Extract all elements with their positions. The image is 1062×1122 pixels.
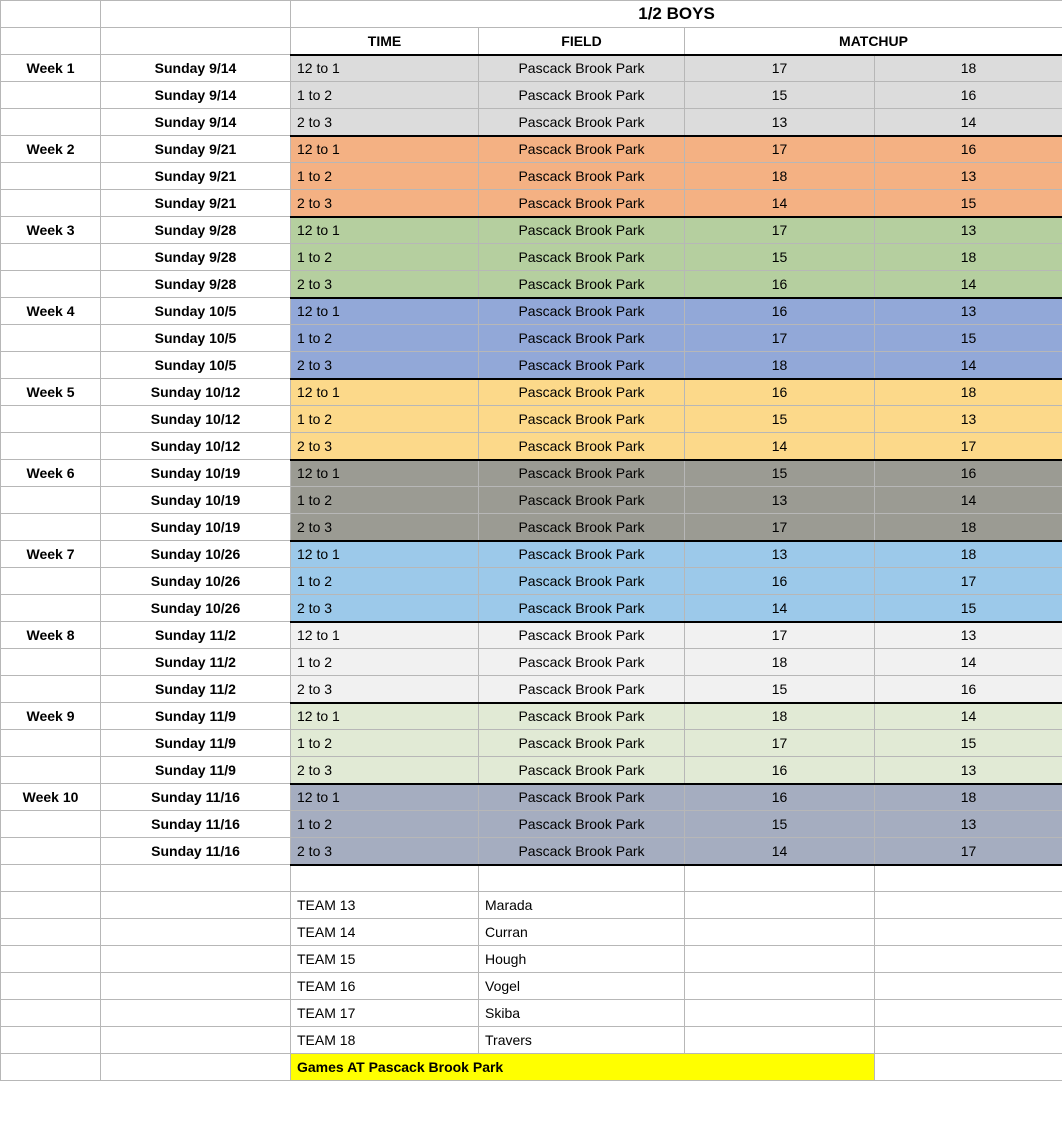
game-field: Pascack Brook Park (479, 55, 685, 82)
game-day: Sunday 10/26 (101, 568, 291, 595)
table-row (1, 460, 1062, 487)
team-row (1, 973, 1062, 1000)
game-time: 12 to 1 (291, 541, 479, 568)
matchup-away-team: 18 (875, 514, 1062, 541)
table-row (1, 271, 1062, 298)
week-label: Week 3 (1, 217, 101, 244)
empty-cell (685, 1000, 875, 1027)
matchup-away-team: 13 (875, 163, 1062, 190)
game-time: 12 to 1 (291, 460, 479, 487)
table-row (1, 622, 1062, 649)
matchup-home-team: 15 (685, 82, 875, 109)
table-row (1, 757, 1062, 784)
game-field: Pascack Brook Park (479, 163, 685, 190)
game-time: 1 to 2 (291, 649, 479, 676)
matchup-away-team: 15 (875, 595, 1062, 622)
team-label: TEAM 16 (291, 973, 479, 1000)
matchup-away-team: 18 (875, 379, 1062, 406)
location-note: Games AT Pascack Brook Park (291, 1054, 875, 1081)
game-field: Pascack Brook Park (479, 190, 685, 217)
team-row (1, 1027, 1062, 1054)
empty-cell (1, 865, 101, 892)
game-day: Sunday 10/19 (101, 514, 291, 541)
week-label: Week 6 (1, 460, 101, 487)
game-time: 2 to 3 (291, 271, 479, 298)
game-time: 2 to 3 (291, 352, 479, 379)
table-row (1, 703, 1062, 730)
matchup-away-team: 17 (875, 838, 1062, 865)
empty-cell (875, 1000, 1062, 1027)
matchup-away-team: 13 (875, 811, 1062, 838)
game-day: Sunday 11/9 (101, 757, 291, 784)
matchup-away-team: 18 (875, 541, 1062, 568)
game-day: Sunday 9/21 (101, 190, 291, 217)
game-day: Sunday 9/21 (101, 136, 291, 163)
empty-cell (875, 946, 1062, 973)
matchup-home-team: 17 (685, 55, 875, 82)
game-time: 1 to 2 (291, 82, 479, 109)
empty-cell (685, 919, 875, 946)
game-field: Pascack Brook Park (479, 595, 685, 622)
empty-cell (101, 919, 291, 946)
empty-cell (101, 946, 291, 973)
matchup-away-team: 15 (875, 190, 1062, 217)
team-row (1, 892, 1062, 919)
game-time: 12 to 1 (291, 55, 479, 82)
game-time: 1 to 2 (291, 568, 479, 595)
empty-cell (875, 892, 1062, 919)
game-field: Pascack Brook Park (479, 136, 685, 163)
table-row (1, 433, 1062, 460)
matchup-home-team: 17 (685, 136, 875, 163)
matchup-home-team: 18 (685, 649, 875, 676)
week-label: Week 4 (1, 298, 101, 325)
matchup-away-team: 16 (875, 676, 1062, 703)
matchup-home-team: 18 (685, 703, 875, 730)
week-label (1, 514, 101, 541)
matchup-home-team: 15 (685, 406, 875, 433)
team-row (1, 946, 1062, 973)
empty-cell (875, 973, 1062, 1000)
team-row (1, 1000, 1062, 1027)
game-time: 2 to 3 (291, 838, 479, 865)
game-time: 12 to 1 (291, 136, 479, 163)
game-time: 1 to 2 (291, 730, 479, 757)
week-label: Week 8 (1, 622, 101, 649)
matchup-away-team: 13 (875, 406, 1062, 433)
game-field: Pascack Brook Park (479, 568, 685, 595)
team-coach-name: Skiba (479, 1000, 685, 1027)
week-label: Week 2 (1, 136, 101, 163)
matchup-home-team: 13 (685, 487, 875, 514)
table-row (1, 541, 1062, 568)
matchup-home-team: 17 (685, 217, 875, 244)
week-label (1, 568, 101, 595)
empty-cell (101, 1000, 291, 1027)
empty-cell (1, 1000, 101, 1027)
game-day: Sunday 9/28 (101, 271, 291, 298)
game-time: 1 to 2 (291, 163, 479, 190)
matchup-home-team: 18 (685, 163, 875, 190)
week-label: Week 1 (1, 55, 101, 82)
game-day: Sunday 10/26 (101, 541, 291, 568)
empty-cell (291, 865, 479, 892)
matchup-away-team: 14 (875, 109, 1062, 136)
team-coach-name: Curran (479, 919, 685, 946)
matchup-away-team: 14 (875, 649, 1062, 676)
game-field: Pascack Brook Park (479, 541, 685, 568)
table-row (1, 190, 1062, 217)
matchup-home-team: 17 (685, 730, 875, 757)
empty-cell (101, 865, 291, 892)
note-row (1, 1054, 1062, 1081)
game-day: Sunday 9/28 (101, 244, 291, 271)
team-coach-name: Travers (479, 1027, 685, 1054)
matchup-home-team: 14 (685, 190, 875, 217)
matchup-home-team: 17 (685, 622, 875, 649)
matchup-home-team: 17 (685, 325, 875, 352)
header-row (1, 28, 1062, 55)
game-field: Pascack Brook Park (479, 352, 685, 379)
week-label: Week 9 (1, 703, 101, 730)
matchup-home-team: 17 (685, 514, 875, 541)
matchup-home-team: 14 (685, 433, 875, 460)
matchup-home-team: 16 (685, 271, 875, 298)
game-day: Sunday 10/5 (101, 298, 291, 325)
week-label (1, 271, 101, 298)
week-label (1, 838, 101, 865)
game-field: Pascack Brook Park (479, 757, 685, 784)
table-row (1, 838, 1062, 865)
spacer-row (1, 865, 1062, 892)
team-coach-name: Vogel (479, 973, 685, 1000)
game-time: 1 to 2 (291, 244, 479, 271)
week-label (1, 82, 101, 109)
empty-cell (101, 1027, 291, 1054)
matchup-away-team: 16 (875, 460, 1062, 487)
matchup-away-team: 16 (875, 82, 1062, 109)
week-label (1, 730, 101, 757)
week-label (1, 433, 101, 460)
game-time: 1 to 2 (291, 811, 479, 838)
empty-cell (479, 865, 685, 892)
header-time: TIME (291, 28, 479, 55)
game-field: Pascack Brook Park (479, 433, 685, 460)
game-field: Pascack Brook Park (479, 811, 685, 838)
empty-cell (1, 1054, 101, 1081)
game-day: Sunday 10/26 (101, 595, 291, 622)
game-field: Pascack Brook Park (479, 676, 685, 703)
matchup-home-team: 14 (685, 595, 875, 622)
table-row (1, 730, 1062, 757)
game-day: Sunday 10/19 (101, 487, 291, 514)
header-day (101, 28, 291, 55)
game-day: Sunday 11/16 (101, 811, 291, 838)
game-field: Pascack Brook Park (479, 784, 685, 811)
empty-cell (101, 892, 291, 919)
matchup-away-team: 18 (875, 784, 1062, 811)
table-row (1, 676, 1062, 703)
blank-week-cell (1, 1, 101, 28)
game-day: Sunday 11/2 (101, 649, 291, 676)
game-day: Sunday 11/2 (101, 676, 291, 703)
week-label (1, 676, 101, 703)
table-row (1, 298, 1062, 325)
matchup-away-team: 13 (875, 622, 1062, 649)
week-label: Week 5 (1, 379, 101, 406)
game-day: Sunday 11/16 (101, 838, 291, 865)
game-time: 2 to 3 (291, 190, 479, 217)
table-row (1, 244, 1062, 271)
matchup-away-team: 13 (875, 757, 1062, 784)
matchup-away-team: 16 (875, 136, 1062, 163)
week-label (1, 406, 101, 433)
team-label: TEAM 13 (291, 892, 479, 919)
matchup-home-team: 14 (685, 838, 875, 865)
matchup-away-team: 15 (875, 325, 1062, 352)
game-field: Pascack Brook Park (479, 703, 685, 730)
matchup-home-team: 13 (685, 541, 875, 568)
header-matchup: MATCHUP (685, 28, 1062, 55)
game-field: Pascack Brook Park (479, 730, 685, 757)
matchup-home-team: 16 (685, 379, 875, 406)
week-label (1, 352, 101, 379)
week-label (1, 244, 101, 271)
game-field: Pascack Brook Park (479, 109, 685, 136)
empty-cell (1, 1027, 101, 1054)
game-time: 12 to 1 (291, 298, 479, 325)
empty-cell (685, 865, 875, 892)
matchup-home-team: 15 (685, 676, 875, 703)
blank-day-cell (101, 1, 291, 28)
empty-cell (1, 973, 101, 1000)
week-label: Week 10 (1, 784, 101, 811)
empty-cell (1, 892, 101, 919)
game-time: 12 to 1 (291, 379, 479, 406)
matchup-away-team: 14 (875, 271, 1062, 298)
table-row (1, 811, 1062, 838)
table-row (1, 406, 1062, 433)
game-day: Sunday 9/14 (101, 82, 291, 109)
empty-cell (685, 892, 875, 919)
matchup-home-team: 16 (685, 757, 875, 784)
team-coach-name: Hough (479, 946, 685, 973)
table-row (1, 514, 1062, 541)
week-label: Week 7 (1, 541, 101, 568)
title-row (1, 1, 1062, 28)
game-field: Pascack Brook Park (479, 622, 685, 649)
team-label: TEAM 18 (291, 1027, 479, 1054)
game-time: 12 to 1 (291, 784, 479, 811)
team-row (1, 919, 1062, 946)
game-day: Sunday 11/16 (101, 784, 291, 811)
matchup-home-team: 15 (685, 460, 875, 487)
empty-cell (875, 1027, 1062, 1054)
game-field: Pascack Brook Park (479, 244, 685, 271)
matchup-home-team: 16 (685, 298, 875, 325)
game-field: Pascack Brook Park (479, 838, 685, 865)
table-row (1, 82, 1062, 109)
matchup-home-team: 13 (685, 109, 875, 136)
game-field: Pascack Brook Park (479, 271, 685, 298)
game-time: 12 to 1 (291, 622, 479, 649)
game-field: Pascack Brook Park (479, 460, 685, 487)
week-label (1, 109, 101, 136)
empty-cell (1, 919, 101, 946)
matchup-away-team: 14 (875, 703, 1062, 730)
table-row (1, 109, 1062, 136)
week-label (1, 595, 101, 622)
matchup-away-team: 18 (875, 244, 1062, 271)
game-day: Sunday 10/5 (101, 325, 291, 352)
week-label (1, 757, 101, 784)
page-title: 1/2 BOYS (291, 1, 1062, 28)
empty-cell (875, 919, 1062, 946)
empty-cell (1, 946, 101, 973)
game-time: 2 to 3 (291, 514, 479, 541)
empty-cell (685, 973, 875, 1000)
game-field: Pascack Brook Park (479, 487, 685, 514)
matchup-away-team: 13 (875, 298, 1062, 325)
game-day: Sunday 9/28 (101, 217, 291, 244)
game-field: Pascack Brook Park (479, 325, 685, 352)
empty-cell (875, 865, 1062, 892)
game-time: 2 to 3 (291, 433, 479, 460)
game-field: Pascack Brook Park (479, 514, 685, 541)
matchup-away-team: 13 (875, 217, 1062, 244)
table-row (1, 217, 1062, 244)
game-field: Pascack Brook Park (479, 82, 685, 109)
empty-cell (101, 1054, 291, 1081)
table-row (1, 136, 1062, 163)
table-row (1, 325, 1062, 352)
empty-cell (685, 1027, 875, 1054)
table-row (1, 379, 1062, 406)
game-day: Sunday 10/5 (101, 352, 291, 379)
game-time: 1 to 2 (291, 406, 479, 433)
table-row (1, 784, 1062, 811)
matchup-home-team: 16 (685, 568, 875, 595)
game-time: 1 to 2 (291, 325, 479, 352)
matchup-away-team: 18 (875, 55, 1062, 82)
table-row (1, 595, 1062, 622)
header-week (1, 28, 101, 55)
game-day: Sunday 9/14 (101, 55, 291, 82)
week-label (1, 190, 101, 217)
game-day: Sunday 10/19 (101, 460, 291, 487)
game-time: 2 to 3 (291, 757, 479, 784)
week-label (1, 487, 101, 514)
game-day: Sunday 10/12 (101, 379, 291, 406)
matchup-home-team: 15 (685, 244, 875, 271)
game-time: 2 to 3 (291, 676, 479, 703)
matchup-away-team: 14 (875, 487, 1062, 514)
week-label (1, 811, 101, 838)
week-label (1, 325, 101, 352)
matchup-away-team: 17 (875, 433, 1062, 460)
table-row (1, 55, 1062, 82)
matchup-home-team: 16 (685, 784, 875, 811)
game-day: Sunday 9/14 (101, 109, 291, 136)
game-field: Pascack Brook Park (479, 649, 685, 676)
game-day: Sunday 10/12 (101, 433, 291, 460)
table-row (1, 487, 1062, 514)
empty-cell (875, 1054, 1062, 1081)
table-row (1, 568, 1062, 595)
team-coach-name: Marada (479, 892, 685, 919)
week-label (1, 649, 101, 676)
game-field: Pascack Brook Park (479, 217, 685, 244)
game-day: Sunday 11/2 (101, 622, 291, 649)
table-row (1, 163, 1062, 190)
matchup-away-team: 15 (875, 730, 1062, 757)
game-day: Sunday 9/21 (101, 163, 291, 190)
game-time: 2 to 3 (291, 109, 479, 136)
week-label (1, 163, 101, 190)
game-day: Sunday 11/9 (101, 730, 291, 757)
team-label: TEAM 15 (291, 946, 479, 973)
empty-cell (101, 973, 291, 1000)
game-time: 12 to 1 (291, 217, 479, 244)
game-time: 2 to 3 (291, 595, 479, 622)
header-field: FIELD (479, 28, 685, 55)
team-label: TEAM 14 (291, 919, 479, 946)
game-day: Sunday 11/9 (101, 703, 291, 730)
matchup-home-team: 15 (685, 811, 875, 838)
game-time: 1 to 2 (291, 487, 479, 514)
matchup-away-team: 14 (875, 352, 1062, 379)
game-day: Sunday 10/12 (101, 406, 291, 433)
game-field: Pascack Brook Park (479, 406, 685, 433)
matchup-away-team: 17 (875, 568, 1062, 595)
game-time: 12 to 1 (291, 703, 479, 730)
table-row (1, 352, 1062, 379)
team-label: TEAM 17 (291, 1000, 479, 1027)
game-field: Pascack Brook Park (479, 298, 685, 325)
game-field: Pascack Brook Park (479, 379, 685, 406)
empty-cell (685, 946, 875, 973)
matchup-home-team: 18 (685, 352, 875, 379)
table-row (1, 649, 1062, 676)
